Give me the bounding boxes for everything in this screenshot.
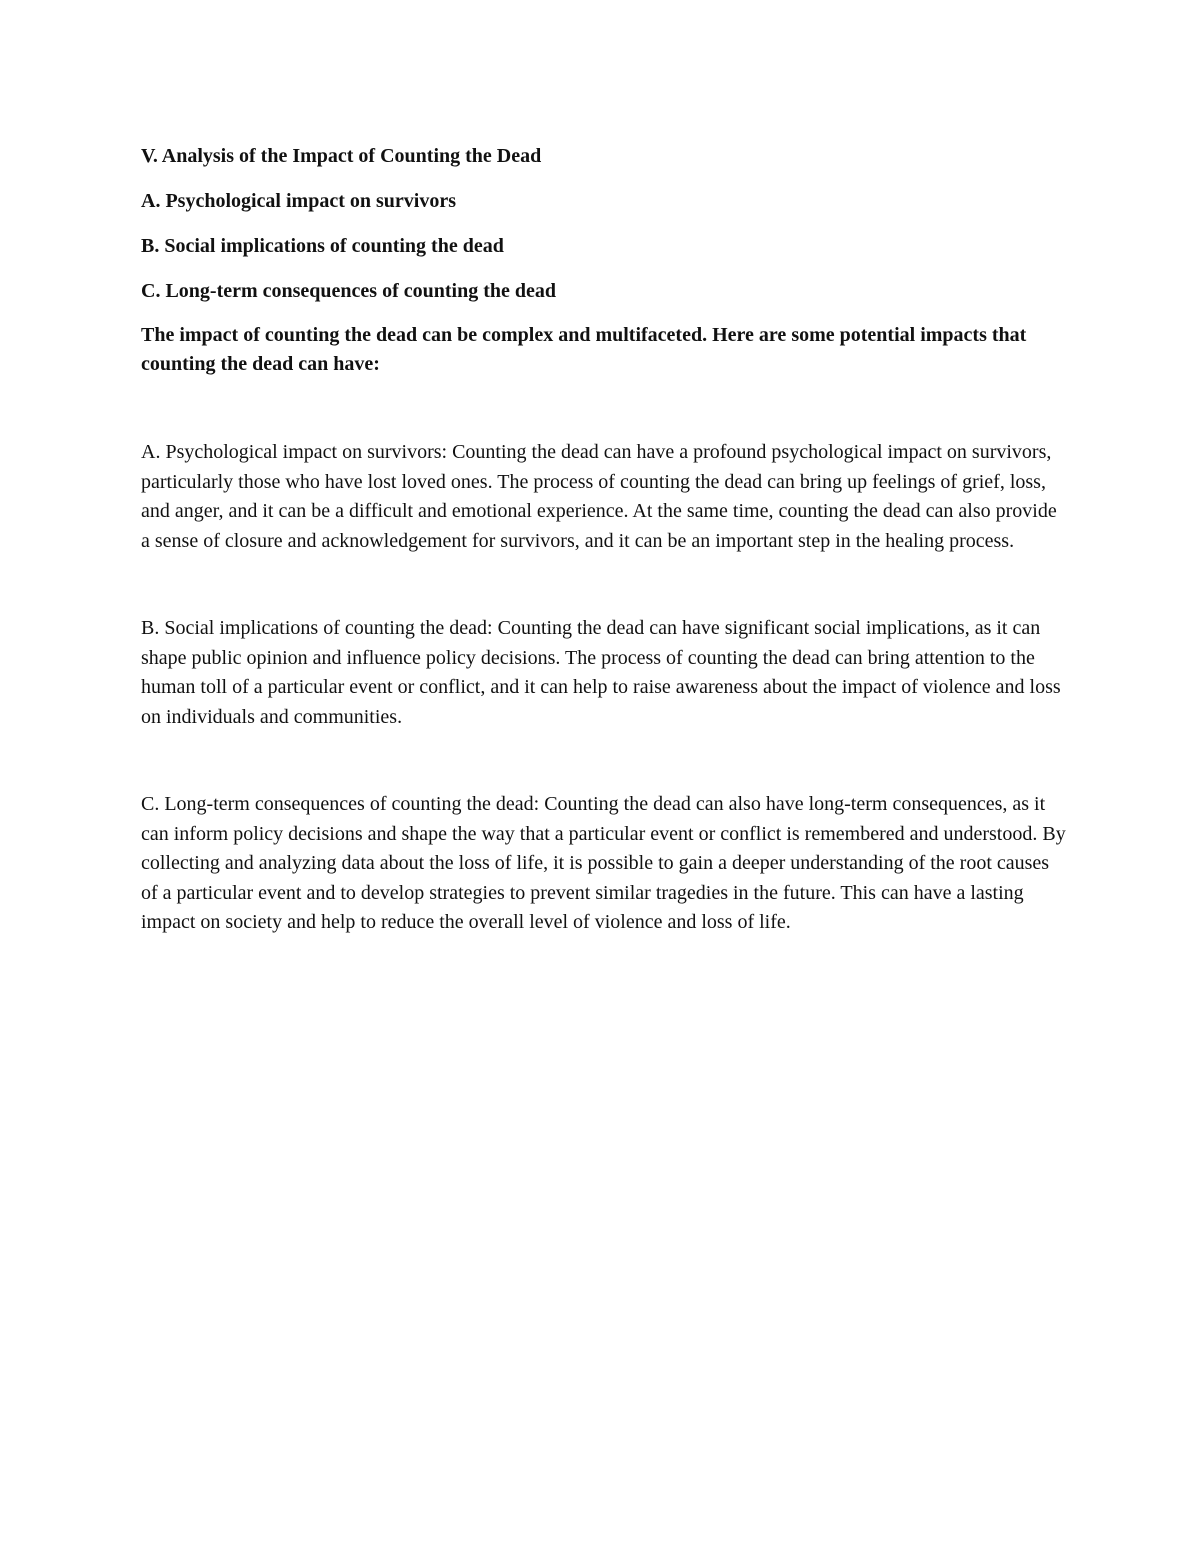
paragraph-social-implications: B. Social implications of counting the dead: Counting the dead can have significant social implications, as it can shape public opinion and influence policy decisions. The process of counting the dead can bring attention to the human toll of a particular event or conflict, and it can help to raise awareness about the impact of violence and loss on individuals and communities.	[141, 617, 1061, 728]
intro-paragraph: The impact of counting the dead can be complex and multifaceted. Here are some potential impacts that counting the dead can have:	[141, 324, 1027, 375]
outline-item-a: A. Psychological impact on survivors	[141, 190, 456, 212]
section-title: V. Analysis of the Impact of Counting the Dead	[141, 145, 542, 167]
outline-item-b: B. Social implications of counting the dead	[141, 235, 504, 257]
paragraph-psychological-impact: A. Psychological impact on survivors: Counting the dead can have a profound psychological impact on survivors, particularly those who have lost loved ones. The process of counting the dead can bring up feelings of grief, loss, and anger, and it can be a difficult and emotional experience. At the same time, counting the dead can also provide a sense of closure and acknowledgement for survivors, and it can be an important step in the healing process.	[141, 441, 1057, 552]
paragraph-long-term-consequences: C. Long-term consequences of counting the dead: Counting the dead can also have long-term consequences, as it can inform policy decisions and shape the way that a particular event or conflict is remembered and understood. By collecting and analyzing data about the loss of life, it is possible to gain a deeper understanding of the root causes of a particular event and to develop strategies to prevent similar tragedies in the future. This can have a lasting impact on society and help to reduce the overall level of violence and loss of life.	[141, 793, 1066, 933]
outline-item-c: C. Long-term consequences of counting the dead	[141, 280, 556, 302]
document-body	[141, 141, 1066, 938]
